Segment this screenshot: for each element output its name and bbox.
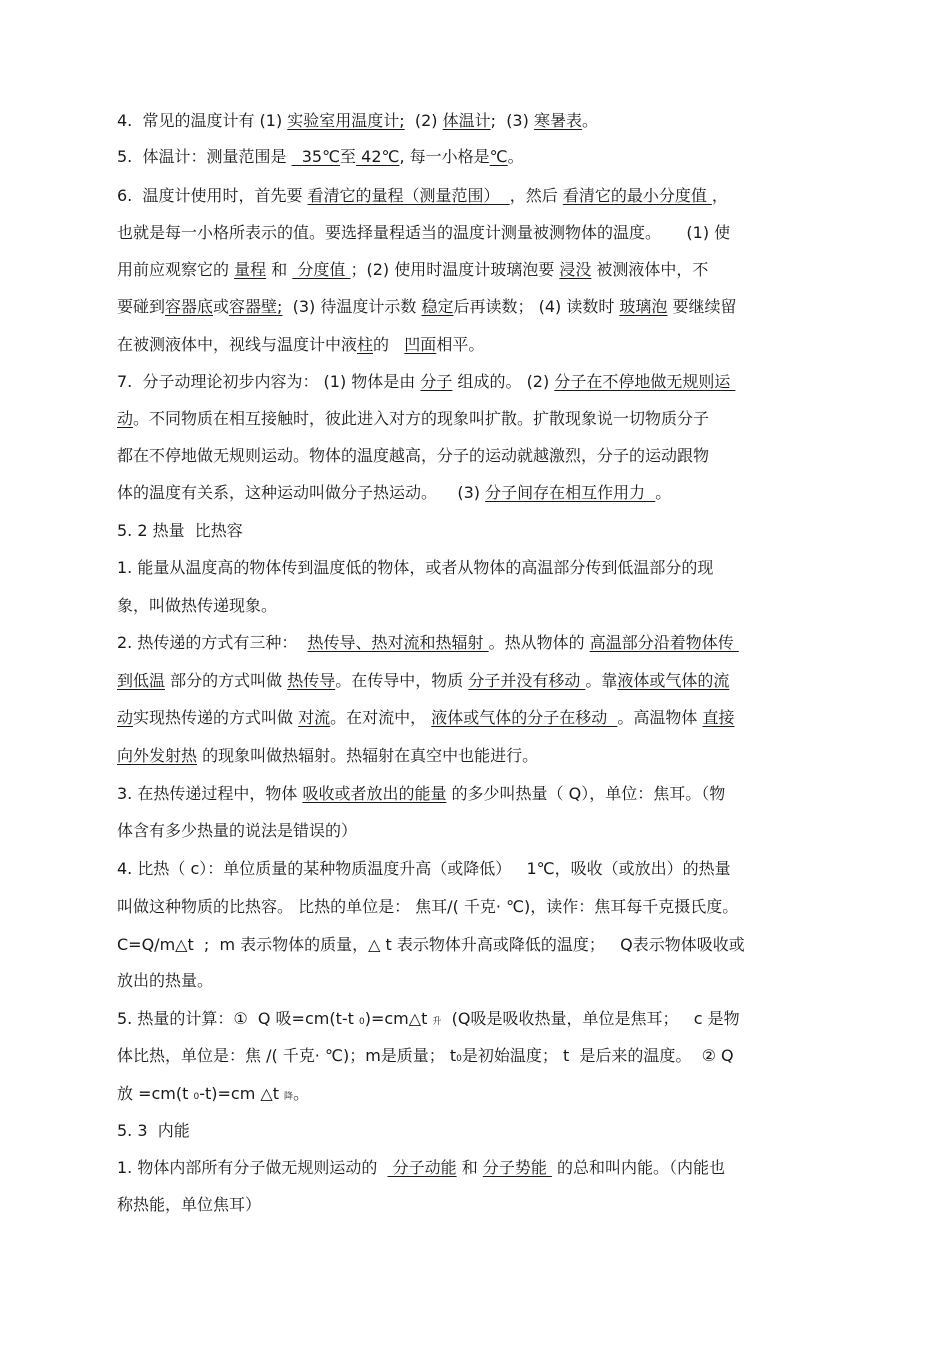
text-run: 5. 3 内能: [117, 1121, 190, 1140]
text-run: 。: [293, 1084, 310, 1103]
answer-blank: 动: [117, 409, 134, 428]
text-run: 是初始温度； t 是后来的温度。 ② Q: [461, 1046, 734, 1065]
text-run: 部分的方式叫做: [165, 671, 288, 690]
text-run: 叫做这种物质的比热容。 比热的单位是： 焦耳/( 千克· ℃)，读作：焦耳每千克摄氏度。: [117, 897, 739, 916]
text-run: ，: [711, 186, 728, 205]
text-run: 。: [507, 147, 524, 166]
text-run: ；(2) 使用时温度计玻璃泡要: [350, 260, 560, 279]
text-run: (Q吸是吸收热量，单位是焦耳； c 是物: [441, 1009, 740, 1028]
text-run: 后再读数； (4) 读数时: [453, 297, 620, 316]
answer-blank: 凹面: [404, 335, 437, 354]
answer-blank: 高温部分沿着物体传: [589, 633, 739, 652]
answer-blank: 35℃: [291, 147, 341, 166]
text-run: 和: [266, 260, 293, 279]
answer-blank: 热传导: [287, 671, 336, 690]
text-run: 也就是每一小格所表示的值。要选择量程适当的温度计测量被测物体的温度。 (1) 使: [117, 223, 731, 242]
text-run: 称热能，单位焦耳）: [117, 1195, 262, 1214]
text-run: 4. 常见的温度计有 (1): [117, 111, 288, 130]
text-line: [117, 783, 832, 805]
text-run: 5. 体温计：测量范围是: [117, 147, 292, 166]
answer-blank: 分子在不停地做无规则运: [554, 372, 736, 391]
answer-blank: 分子并没有移动: [468, 671, 586, 690]
answer-blank: 分子间存在相互作用力: [485, 483, 656, 502]
text-run: 象，叫做热传递现象。: [117, 596, 278, 615]
text-run: 1. 物体内部所有分子做无规则运动的: [117, 1158, 388, 1177]
text-run: 5. 2 热量 比热容: [117, 521, 243, 540]
text-run: 体含有多少热量的说法是错误的）: [117, 821, 358, 840]
text-line: [117, 1008, 832, 1033]
text-run: 在被测液体中，视线与温度计中液: [117, 335, 358, 354]
text-line: [117, 557, 832, 579]
answer-blank: 稳定: [421, 297, 454, 316]
text-run: 至: [340, 147, 357, 166]
text-run: , 每一小格是: [399, 147, 490, 166]
text-run: 要碰到: [117, 297, 166, 316]
text-line: [117, 934, 832, 956]
answer-blank: 分度值: [292, 260, 351, 279]
text-line: [117, 222, 832, 244]
text-line: [117, 445, 832, 467]
text-run: 2. 热传递的方式有三种：: [117, 633, 308, 652]
answer-blank: 直接: [702, 708, 735, 727]
text-run: 。在对流中，: [330, 708, 432, 727]
text-line: [117, 820, 832, 842]
text-line: [117, 707, 832, 729]
text-run: 用前应观察它的: [117, 260, 235, 279]
text-run: 1. 能量从温度高的物体传到温度低的物体，或者从物体的高温部分传到低温部分的现: [117, 558, 714, 577]
text-line: [117, 146, 832, 168]
text-run: 。: [581, 111, 598, 130]
text-line: [117, 858, 832, 880]
answer-blank: 对流: [298, 708, 331, 727]
answer-blank: 分子动能: [387, 1158, 457, 1177]
text-run: 实现热传递的方式叫做: [133, 708, 299, 727]
text-line: [117, 520, 832, 542]
text-run: 。高温物体: [617, 708, 703, 727]
answer-blank: 浸没: [559, 260, 592, 279]
text-run: ，然后: [509, 186, 563, 205]
text-line: [117, 595, 832, 617]
subscript: 降: [284, 1092, 294, 1102]
answer-blank: 液体或气体的分子在移动: [431, 708, 618, 727]
text-run: 和: [456, 1158, 483, 1177]
text-run: 。在传导中，物质: [335, 671, 469, 690]
answer-blank: 体温计: [442, 111, 491, 130]
answer-blank: 量程: [234, 260, 267, 279]
subscript: 0: [359, 1017, 365, 1027]
text-run: 放 =cm(t: [117, 1084, 194, 1103]
text-line: [117, 482, 832, 504]
text-run: ; (3): [490, 111, 534, 130]
text-line: [117, 670, 832, 692]
text-run: 。: [655, 483, 672, 502]
answer-blank: 向外发射热: [117, 746, 198, 765]
text-line: [117, 185, 832, 207]
text-line: [117, 334, 832, 356]
answer-blank: 看清它的最小分度值: [562, 186, 712, 205]
answer-blank: 吸收或者放出的能量: [302, 784, 447, 803]
answer-blank: 分子: [420, 372, 453, 391]
answer-blank: 动: [117, 708, 134, 727]
text-line: [117, 296, 832, 318]
answer-blank: 到低温: [117, 671, 166, 690]
text-run: 的现象叫做热辐射。热辐射在真空中也能进行。: [197, 746, 539, 765]
text-run: 的: [373, 335, 405, 354]
text-line: [117, 408, 832, 430]
text-run: 5. 热量的计算：① Q 吸=cm(t-t: [117, 1009, 359, 1028]
text-run: 相平。: [436, 335, 485, 354]
text-line: [117, 110, 832, 132]
text-run: 。热从物体的: [488, 633, 590, 652]
answer-blank: ℃: [489, 147, 508, 166]
text-run: (2): [404, 111, 443, 130]
answer-blank: 液体或气体的流: [617, 671, 730, 690]
text-run: 7. 分子动理论初步内容为： (1) 物体是由: [117, 372, 421, 391]
subscript: 0: [193, 1092, 200, 1102]
text-run: 或: [213, 297, 230, 316]
answer-blank: 玻璃泡: [619, 297, 668, 316]
text-run: (3) 待温度计示数: [282, 297, 422, 316]
text-run: 组成的。 (2): [452, 372, 555, 391]
answer-blank: 柱: [357, 335, 374, 354]
text-run: )=cm△t: [364, 1009, 433, 1028]
answer-blank: 寒暑表: [533, 111, 582, 130]
text-run: 体的温度有关系，这种运动叫做分子热运动。 (3): [117, 483, 486, 502]
text-line: [117, 745, 832, 767]
text-line: [117, 896, 832, 918]
text-run: 的总和叫内能。（内能也: [551, 1158, 725, 1177]
text-line: [117, 1083, 832, 1108]
text-run: 6. 温度计使用时，首先要: [117, 186, 308, 205]
text-line: [117, 1157, 832, 1179]
text-run: 4. 比热（ c）：单位质量的某种物质温度升高（或降低） 1℃，吸收（或放出）的热量: [117, 859, 731, 878]
text-run: 。靠: [585, 671, 618, 690]
text-run: 体比热，单位是：焦 /( 千克· ℃)；m是质量； t: [117, 1046, 457, 1065]
text-line: [117, 632, 832, 654]
text-run: 都在不停地做无规则运动。物体的温度越高，分子的运动就越激烈，分子的运动跟物: [117, 446, 710, 465]
text-run: C=Q/m△t ; m 表示物体的质量，△ t 表示物体升高或降低的温度； Q表示物体吸收或: [117, 935, 745, 954]
subscript: 升: [432, 1017, 442, 1027]
text-run: 的多少叫热量（ Q），单位：焦耳。（物: [446, 784, 726, 803]
subscript: 0: [456, 1054, 462, 1064]
answer-blank: 分子势能: [482, 1158, 552, 1177]
text-run: 。不同物质在相互接触时，彼此进入对方的现象叫扩散。扩散现象说一切物质分子: [133, 409, 710, 428]
text-line: [117, 1120, 832, 1142]
text-run: 要继续留: [667, 297, 737, 316]
text-run: 放出的热量。: [117, 971, 214, 990]
text-line: [117, 1194, 832, 1216]
answer-blank: 容器底: [165, 297, 214, 316]
text-line: [117, 259, 832, 281]
answer-blank: 热传导、热对流和热辐射: [307, 633, 489, 652]
text-line: [117, 371, 832, 393]
text-run: 3. 在热传递过程中，物体: [117, 784, 303, 803]
answer-blank: 容器壁;: [229, 297, 283, 316]
text-line: [117, 1045, 832, 1070]
answer-blank: 实验室用温度计;: [287, 111, 405, 130]
text-run: 被测液体中，不: [591, 260, 709, 279]
text-line: [117, 970, 832, 992]
answer-blank: 42℃: [356, 147, 400, 166]
text-run: -t)=cm △t: [199, 1084, 285, 1103]
answer-blank: 看清它的量程（测量范围）: [307, 186, 510, 205]
